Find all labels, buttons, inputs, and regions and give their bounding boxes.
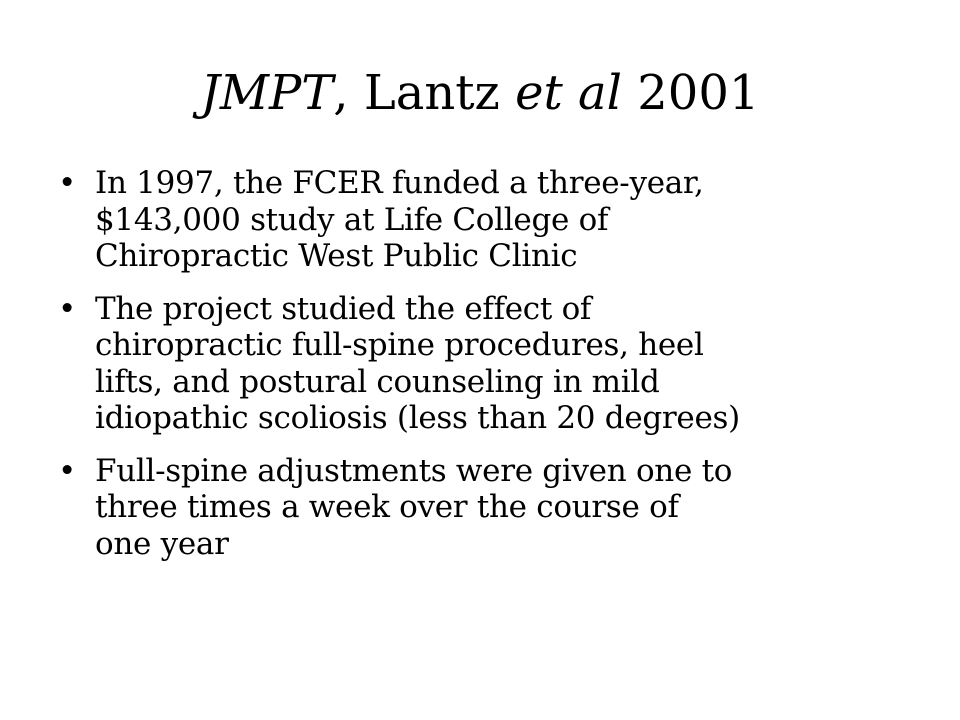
bullet-item-project — [58, 291, 938, 437]
bullet-item-funding — [58, 165, 938, 275]
bullet-line: one year — [95, 525, 229, 562]
bullet-marker: • — [58, 290, 76, 327]
bullet-list — [58, 165, 938, 578]
bullet-line: three times a week over the course of — [95, 489, 679, 525]
bullet-line: idiopathic scoliosis (less than 20 degrees) — [95, 400, 740, 436]
bullet-line: lifts, and postural counseling in mild — [95, 363, 660, 400]
bullet-line: Full-spine adjustments were given one to — [95, 452, 733, 489]
title-journal: JMPT — [200, 65, 334, 121]
bullet-line: In 1997, the FCER funded a three-year, — [95, 165, 704, 201]
title-year: 2001 — [621, 65, 760, 121]
slide-title — [0, 58, 960, 128]
title-comma: , — [333, 65, 349, 121]
bullet-line: Chiropractic West Public Clinic — [95, 238, 578, 274]
bullet-marker: • — [58, 452, 76, 489]
title-author: Lantz — [348, 65, 516, 121]
title-et-al: et al — [515, 65, 622, 121]
bullet-line: The project studied the effect of — [95, 290, 592, 327]
bullet-line: chiropractic full-spine procedures, heel — [95, 327, 704, 363]
bullet-line: $143,000 study at Life College of — [95, 201, 609, 238]
bullet-item-adjustments — [58, 453, 938, 563]
bullet-marker: • — [58, 165, 76, 201]
